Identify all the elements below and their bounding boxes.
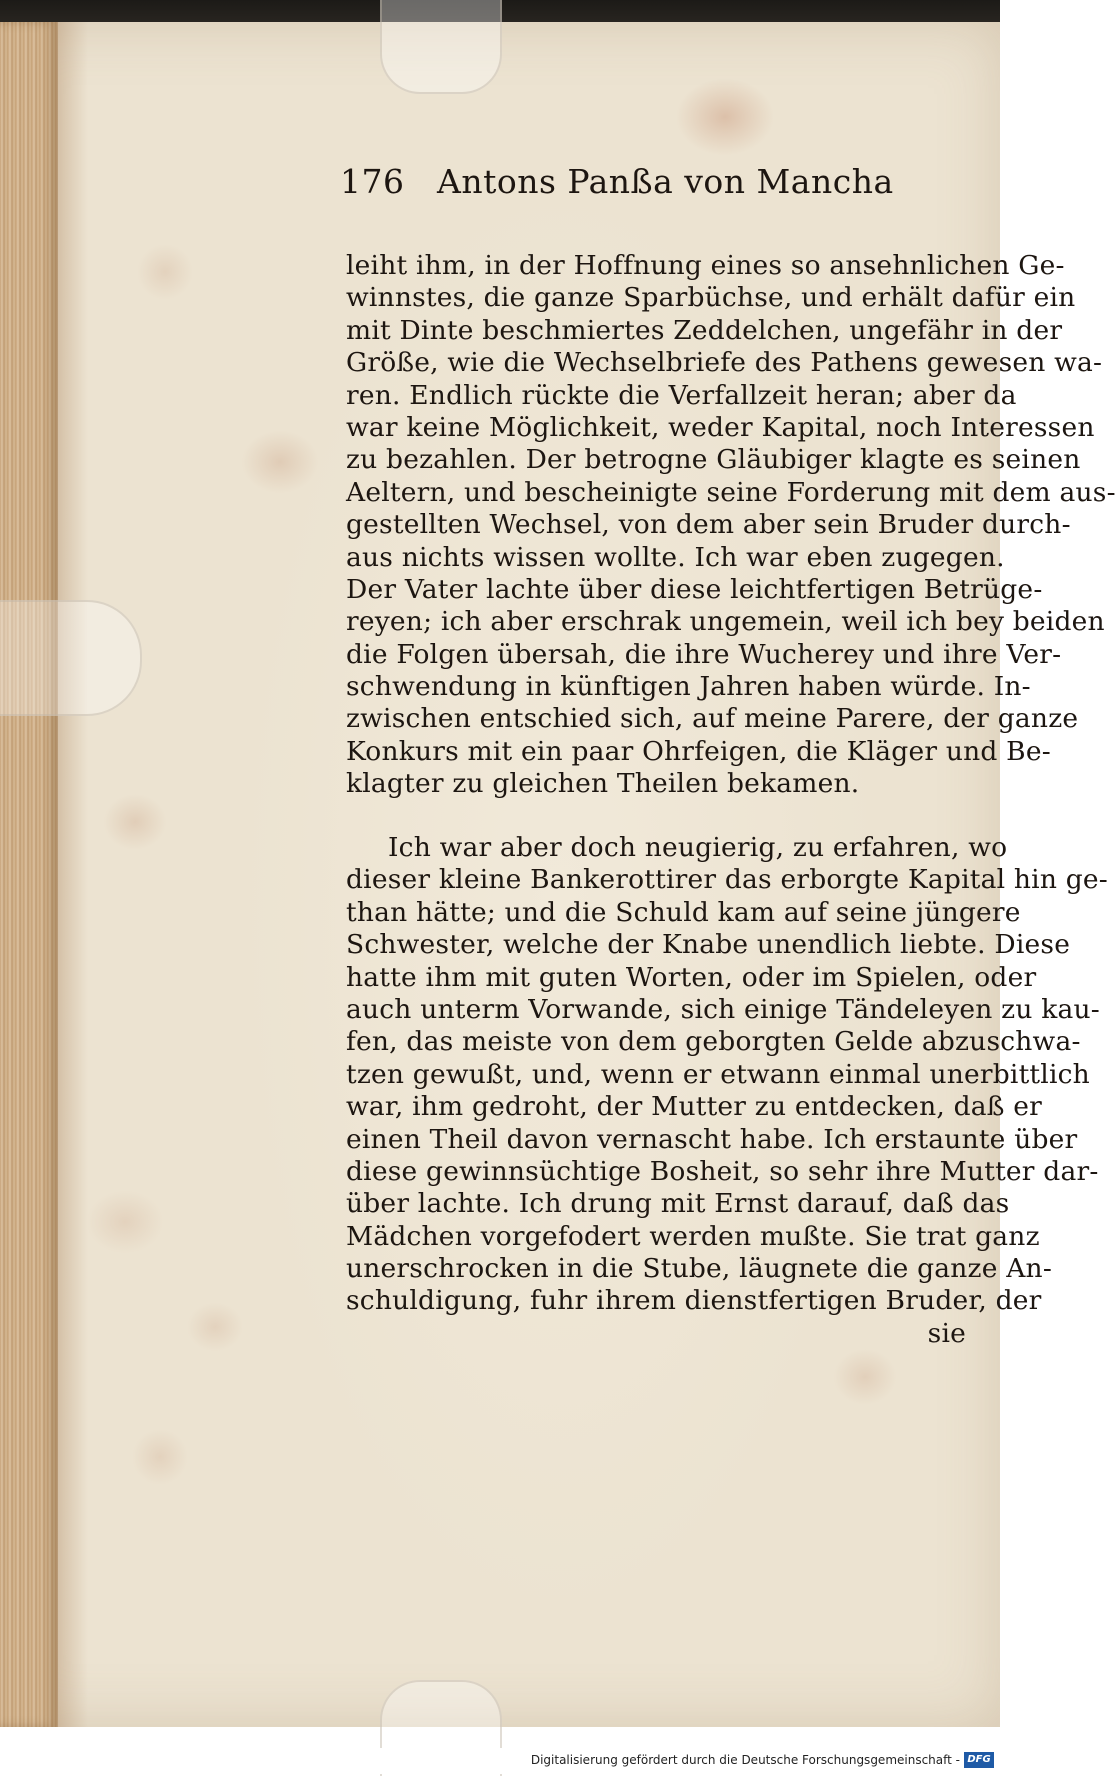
text-line: war, ihm gedroht, der Mutter zu entdecken, daß er — [346, 1091, 1043, 1123]
text-line: Aeltern, und bescheinigte seine Forderung mit dem aus- — [346, 476, 1116, 508]
page-number: 176 — [340, 162, 405, 201]
text-line: Ich war aber doch neugierig, zu erfahren, wo — [388, 832, 1008, 863]
text-line: reyen; ich aber erschrak ungemein, weil ich bey beiden — [346, 606, 1105, 638]
text-line: ren. Endlich rückte die Verfallzeit heran; aber da — [346, 379, 1017, 411]
text-line: über lachte. Ich drung mit Ernst darauf, daß das — [346, 1188, 1010, 1220]
footer-bar — [0, 1748, 1000, 1774]
text-line: gestellten Wechsel, von dem aber sein Bruder durch- — [346, 509, 1071, 541]
funding-notice: Digitalisierung gefördert durch die Deutsche Forschungsgemeinschaft - — [530, 1753, 960, 1767]
text-line: auch unterm Vorwande, sich einige Tändeleyen zu kau- — [346, 993, 1100, 1025]
catchword: sie — [927, 1317, 966, 1349]
text-line: Schwester, welche der Knabe unendlich liebte. Diese — [346, 929, 1071, 961]
text-line: leiht ihm, in der Hoffnung eines so ansehnlichen Ge- — [346, 250, 1065, 281]
text-line: einen Theil davon vernascht habe. Ich erstaunte über — [346, 1123, 1078, 1155]
paragraph-2 — [346, 832, 1108, 1350]
text-line: mit Dinte beschmiertes Zeddelchen, ungefähr in der — [346, 314, 1063, 346]
text-line: Konkurs mit ein paar Ohrfeigen, die Kläger und Be- — [346, 735, 1051, 767]
text-line: schwendung in künftigen Jahren haben würde. In- — [346, 671, 1031, 703]
text-line: than hätte; und die Schuld kam auf seine jüngere — [346, 896, 1021, 928]
page-header — [340, 162, 900, 212]
text-line: aus nichts wissen wollte. Ich war eben zugegen. — [346, 541, 1005, 573]
gutter-shadow — [58, 22, 88, 1727]
page-clip-top — [380, 0, 502, 94]
text-line: diese gewinnsüchtige Bosheit, so sehr ihre Mutter dar- — [346, 1155, 1099, 1187]
text-line: dieser kleine Bankerottirer das erborgte Kapital hin ge- — [346, 864, 1108, 896]
text-line: Der Vater lachte über diese leichtfertigen Betrüge- — [346, 573, 1043, 605]
text-line: war keine Möglichkeit, weder Kapital, noch Interessen — [346, 411, 1095, 443]
text-line: schuldigung, fuhr ihrem dienstfertigen Bruder, der — [346, 1285, 1042, 1317]
page-stack-edge — [0, 22, 58, 1727]
dfg-logo: DFG — [964, 1752, 994, 1768]
text-line: zu bezahlen. Der betrogne Gläubiger klagte es seinen — [346, 444, 1081, 476]
text-line: die Folgen übersah, die ihre Wucherey und ihre Ver- — [346, 638, 1062, 670]
text-line: winnstes, die ganze Sparbüchse, und erhält dafür ein — [346, 282, 1076, 314]
text-line: fen, das meiste von dem geborgten Gelde abzuschwa- — [346, 1026, 1081, 1058]
text-line: klagter zu gleichen Theilen bekamen. — [346, 768, 860, 800]
text-line: unerschrocken in die Stube, läugnete die ganze An- — [346, 1253, 1052, 1285]
text-line: Mädchen vorgefodert werden mußte. Sie trat ganz — [346, 1220, 1040, 1252]
running-head: Antons Panßa von Mancha — [437, 162, 894, 201]
text-line: hatte ihm mit guten Worten, oder im Spielen, oder — [346, 961, 1037, 993]
text-line: tzen gewußt, und, wenn er etwann einmal unerbittlich — [346, 1058, 1090, 1090]
text-line: Größe, wie die Wechselbriefe des Pathens gewesen wa- — [346, 347, 1103, 379]
page-clip-side — [0, 600, 142, 716]
text-line: zwischen entschied sich, auf meine Parere, der ganze — [346, 703, 1079, 735]
paragraph-1 — [346, 250, 1116, 801]
